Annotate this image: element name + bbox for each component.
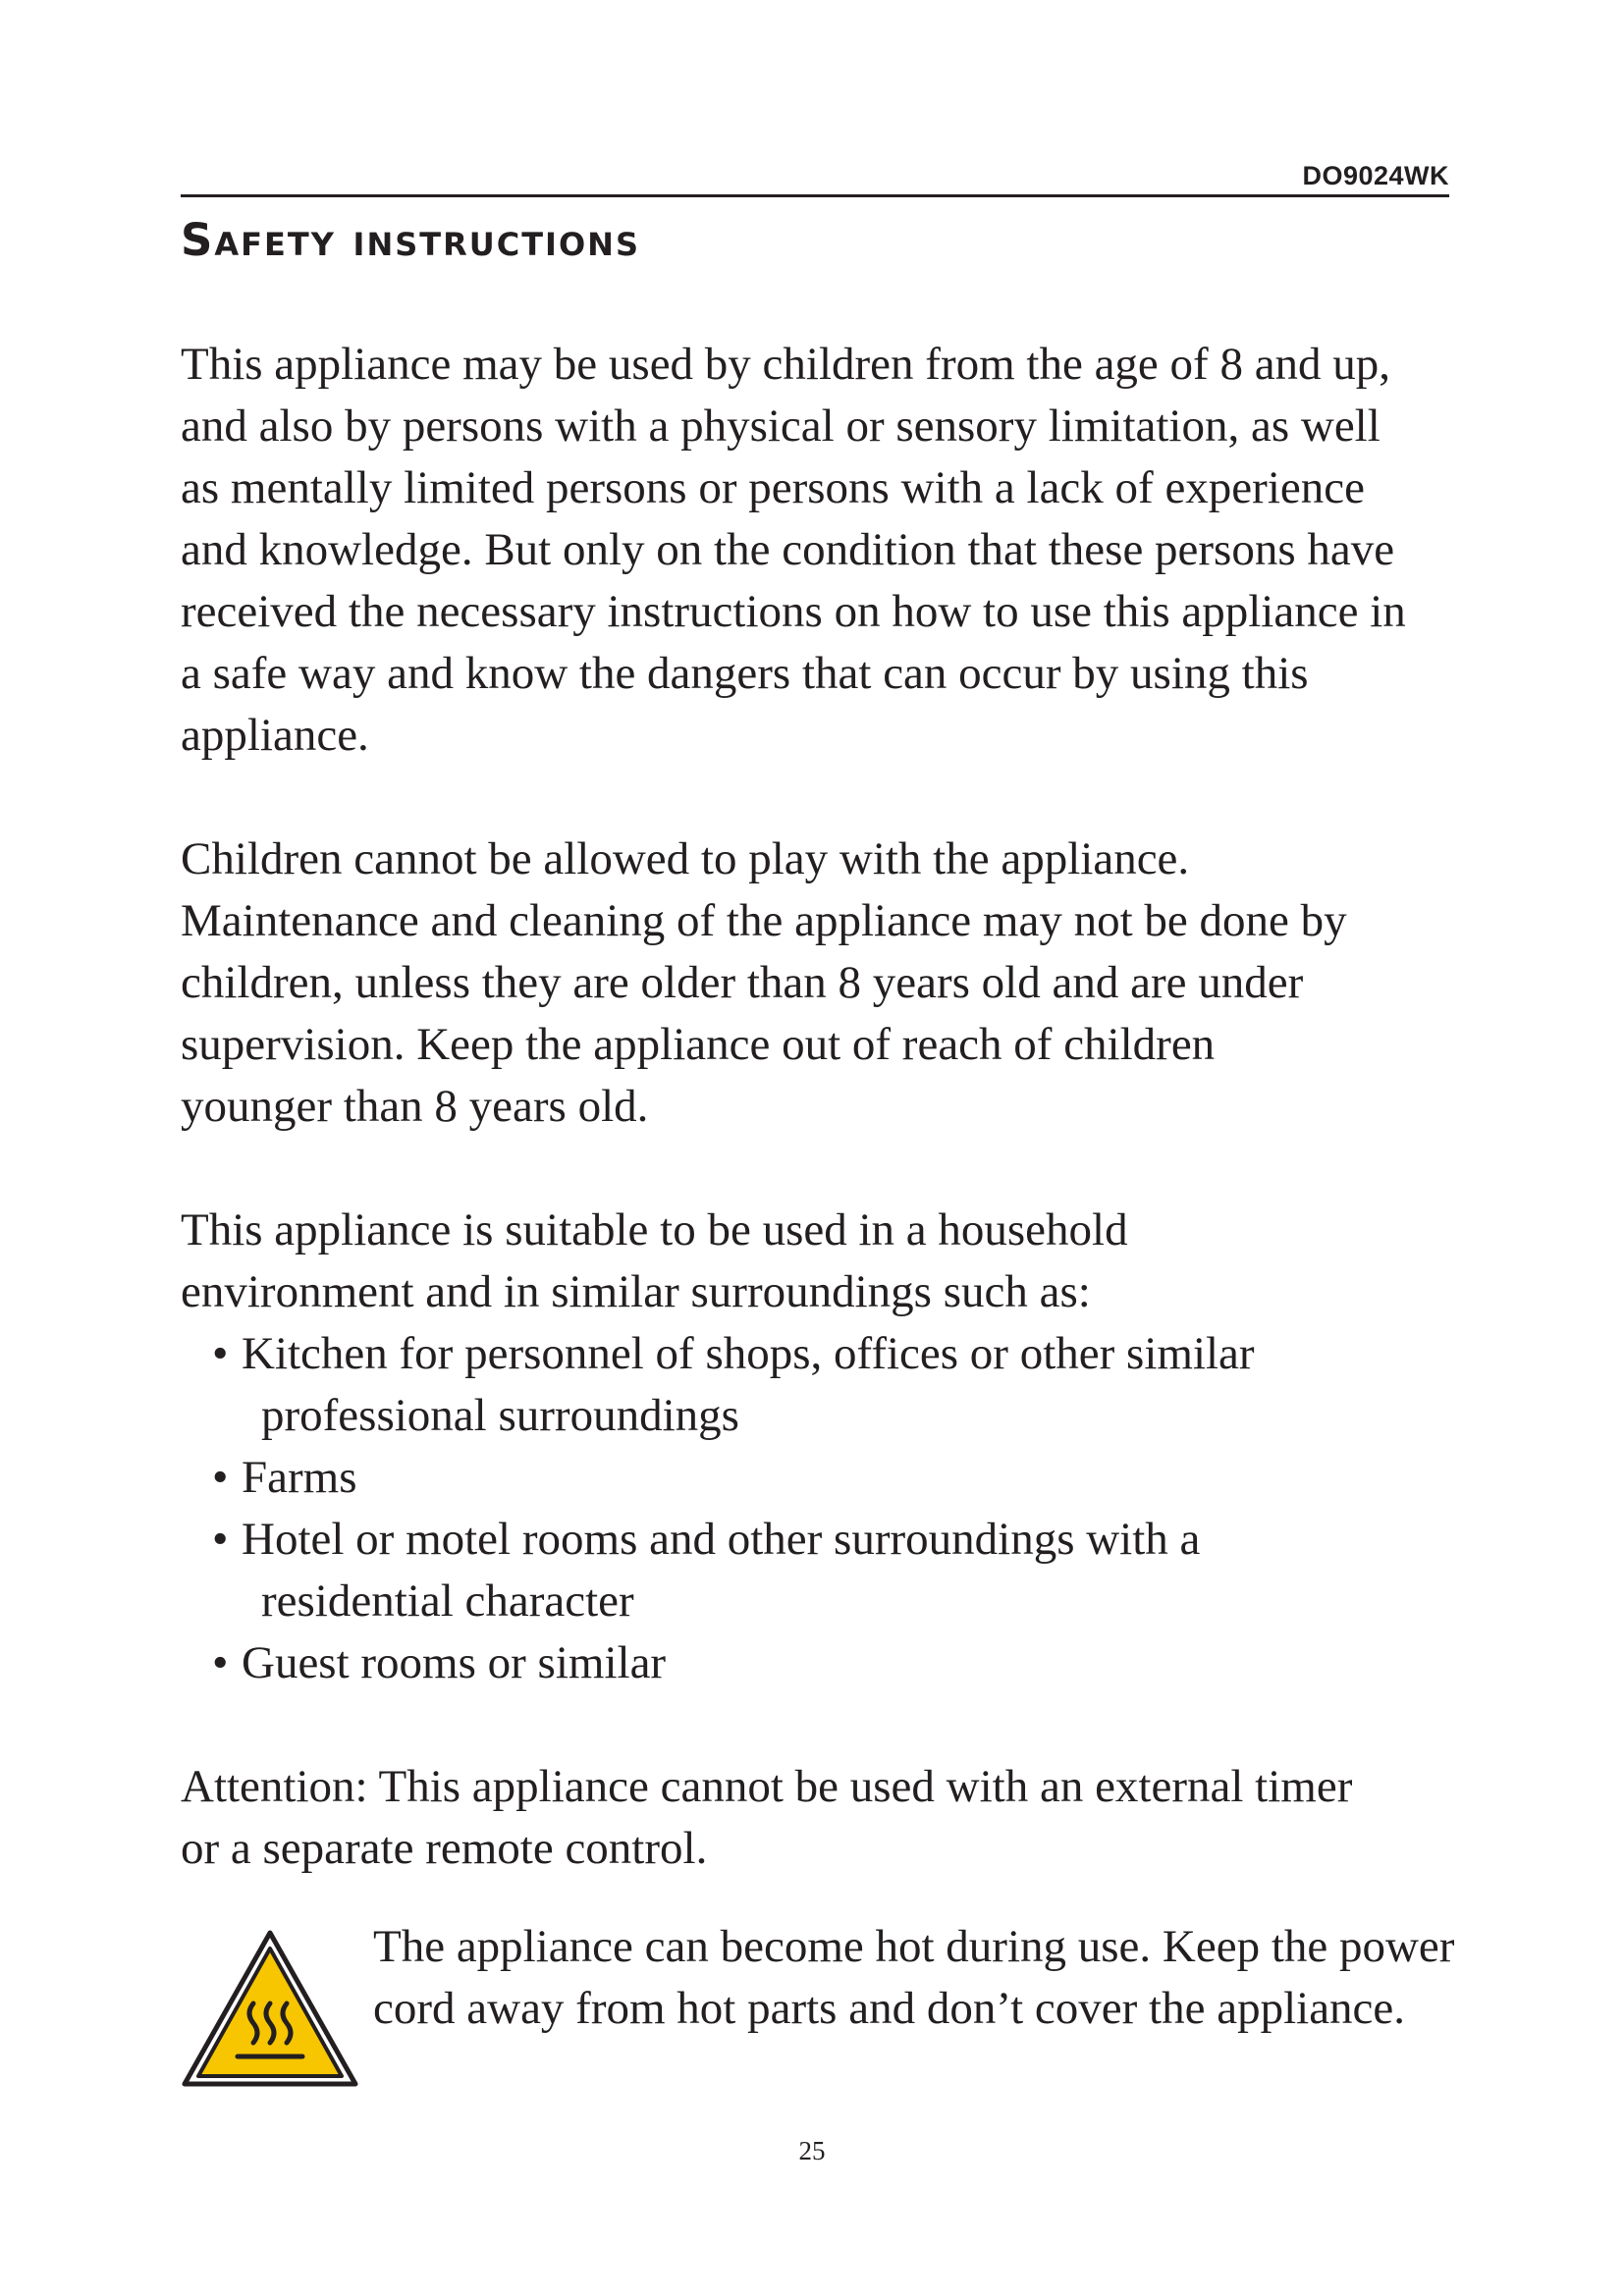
list-item [181, 1323, 1361, 1447]
paragraph-children: Children cannot be allowed to play with the appliance. Maintenance and cleaning of the appliance may not be done by children, unless they are older than 8 years old and are under supervision. Keep the appliance out of reach of children younger than 8 years old. [181, 833, 1347, 1132]
bullet-icon: • [212, 1637, 229, 1688]
paragraph-attention: Attention: This appliance cannot be used with an external timer or a separate remote control. [181, 1761, 1353, 1874]
hot-surface-warning [181, 1916, 1467, 2112]
body-content [181, 334, 1457, 1880]
bullet-icon: • [212, 1452, 229, 1503]
list-item [181, 1632, 1361, 1694]
paragraph-age-limitation: This appliance may be used by children from the age of 8 and up, and also by persons with a physical or sensory limitation, as well as mentally limited persons or persons with a lack of experience and knowledge. But only on the condition that these persons have received the necessary instructions on how to use this appliance in a safe way and know the dangers that can occur by using this appliance. [181, 339, 1406, 761]
list-item-text: Farms [242, 1452, 357, 1503]
model-code: DO9024WK [1302, 161, 1449, 190]
list-item [181, 1509, 1361, 1632]
bullet-icon: • [212, 1328, 229, 1379]
hot-surface-warning-icon [181, 1929, 359, 2090]
paragraph-suitable-environments: This appliance is suitable to be used in a household environment and in similar surroundings such as: [181, 1204, 1128, 1317]
environment-list [181, 1323, 1457, 1694]
header-rule [181, 194, 1449, 197]
bullet-icon: • [212, 1514, 229, 1565]
list-item-text: Kitchen for personnel of shops, offices or other similar professional surroundings [242, 1328, 1255, 1441]
list-item-text: Guest rooms or similar [242, 1637, 667, 1688]
warning-text: The appliance can become hot during use. Keep the power cord away from hot parts and don’t cover the appliance. [373, 1921, 1455, 2034]
list-item-text: Hotel or motel rooms and other surroundings with a residential character [242, 1514, 1201, 1627]
section-title: Safety instructions [181, 214, 640, 266]
list-item [181, 1447, 1361, 1509]
page-number: 25 [798, 2136, 826, 2165]
